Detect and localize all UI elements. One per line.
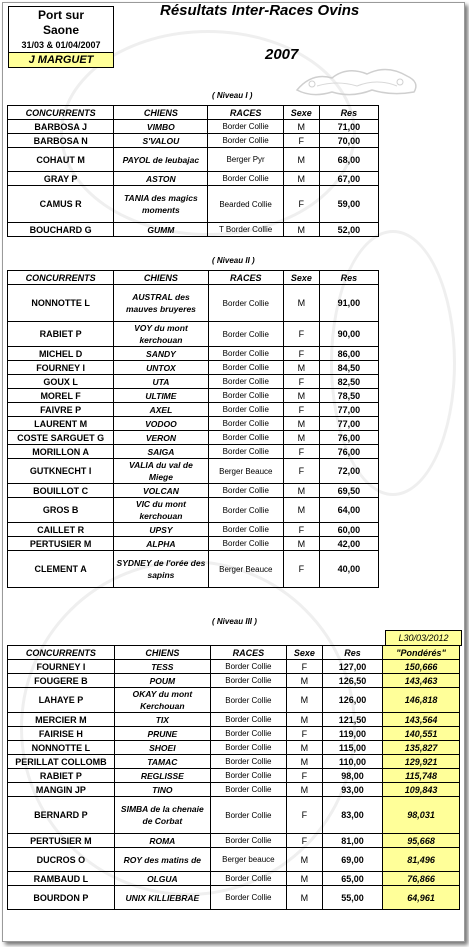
competitor-name: BARBOSA J (8, 120, 114, 134)
competitor-name: BOURDON P (8, 886, 115, 910)
table-row (8, 523, 379, 537)
header-row (8, 271, 379, 285)
score: 84,50 (319, 361, 378, 375)
dog-name: VERON (114, 431, 208, 445)
score: 119,00 (322, 727, 382, 741)
location-line1: Port sur (37, 8, 84, 22)
table-row (8, 713, 460, 727)
table-row (8, 459, 379, 484)
competitor-name: LAURENT M (8, 417, 114, 431)
column-header-concurrents: CONCURRENTS (8, 271, 114, 285)
dog-name: TINO (114, 783, 210, 797)
dog-name: POUM (114, 674, 210, 688)
weighted-score: 81,496 (383, 848, 460, 872)
competitor-name: COHAUT M (8, 148, 114, 172)
dog-name: TAMAC (114, 755, 210, 769)
weighted-score: 76,866 (383, 872, 460, 886)
table-row (8, 537, 379, 551)
dog-name: VALIA du val de Miege (114, 459, 208, 484)
table-row (8, 848, 460, 872)
table-row (8, 783, 460, 797)
dog-name: SHOEI (114, 741, 210, 755)
dog-name: OLGUA (114, 872, 210, 886)
competitor-name: MERCIER M (8, 713, 115, 727)
table-row (8, 148, 379, 172)
dog-breed: Berger Beauce (208, 459, 283, 484)
judge-name: J MARGUET (9, 52, 113, 67)
competitor-name: RABIET P (8, 322, 114, 347)
dog-sex: M (286, 848, 322, 872)
score: 68,00 (319, 148, 378, 172)
score: 127,00 (322, 660, 382, 674)
table-row (8, 403, 379, 417)
dog-sex: F (283, 445, 319, 459)
dog-name: ROMA (114, 834, 210, 848)
dog-name: ROY des matins de (114, 848, 210, 872)
competitor-name: GUTKNECHT I (8, 459, 114, 484)
dog-breed: T Border Collie (208, 223, 283, 237)
dog-sex: M (283, 361, 319, 375)
score: 42,00 (319, 537, 378, 551)
competitor-name: PERTUSIER M (8, 537, 114, 551)
table-row (8, 389, 379, 403)
table-row (8, 223, 379, 237)
score: 76,00 (319, 445, 378, 459)
dog-name: TIX (114, 713, 210, 727)
dog-breed: Border Collie (208, 417, 283, 431)
dog-sex: M (283, 431, 319, 445)
dog-breed: Border Collie (208, 375, 283, 389)
table-row (8, 134, 379, 148)
competitor-name: CAILLET R (8, 523, 114, 537)
dog-sex: M (283, 223, 319, 237)
competitor-name: DUCROS O (8, 848, 115, 872)
dog-sex: F (283, 322, 319, 347)
score: 82,50 (319, 375, 378, 389)
dog-name: UNTOX (114, 361, 208, 375)
dog-sex: F (283, 523, 319, 537)
column-header-concurrents: CONCURRENTS (8, 646, 115, 660)
column-header-chiens: CHIENS (114, 646, 210, 660)
column-header-races: RACES (208, 106, 283, 120)
score: 69,00 (322, 848, 382, 872)
competitor-name: BERNARD P (8, 797, 115, 834)
column-header-concurrents: CONCURRENTS (8, 106, 114, 120)
dog-sex: M (283, 417, 319, 431)
score: 72,00 (319, 459, 378, 484)
dog-breed: Border Collie (210, 727, 286, 741)
dog-sex: F (283, 551, 319, 588)
score: 52,00 (319, 223, 378, 237)
dog-name: SYDNEY de l'orée des sapins (114, 551, 208, 588)
dog-name: AUSTRAL des mauves bruyeres (114, 285, 208, 322)
dog-breed: Border Collie (210, 797, 286, 834)
dog-sex: F (283, 134, 319, 148)
score: 70,00 (319, 134, 378, 148)
table-row (8, 445, 379, 459)
dog-sex: F (283, 403, 319, 417)
niveau1-table (7, 105, 379, 237)
score: 121,50 (322, 713, 382, 727)
dog-breed: Border Collie (210, 741, 286, 755)
score: 126,50 (322, 674, 382, 688)
dog-sex: F (286, 797, 322, 834)
dog-sex: F (283, 459, 319, 484)
dog-sex: F (286, 660, 322, 674)
dog-sex: M (283, 148, 319, 172)
score: 91,00 (319, 285, 378, 322)
dog-sex: M (283, 498, 319, 523)
table-row (8, 285, 379, 322)
dog-breed: Berger beauce (210, 848, 286, 872)
table-row (8, 834, 460, 848)
table-row (8, 322, 379, 347)
dog-sex: F (283, 347, 319, 361)
weighted-score: 143,463 (383, 674, 460, 688)
score: 76,00 (319, 431, 378, 445)
dog-breed: Border Collie (210, 660, 286, 674)
dog-sex: M (283, 120, 319, 134)
niveau2-table (7, 270, 379, 588)
table-row (8, 660, 460, 674)
dog-sex: M (286, 674, 322, 688)
competitor-name: PERILLAT COLLOMB (8, 755, 115, 769)
table-row (8, 769, 460, 783)
competitor-name: MORILLON A (8, 445, 114, 459)
dog-sex: M (283, 285, 319, 322)
weighted-score: 98,031 (383, 797, 460, 834)
page-year: 2007 (265, 46, 299, 63)
table-row (8, 551, 379, 588)
score: 81,00 (322, 834, 382, 848)
score: 83,00 (322, 797, 382, 834)
location-line2: Saone (42, 23, 79, 37)
weighted-score: 115,748 (383, 769, 460, 783)
competitor-name: GOUX L (8, 375, 114, 389)
dog-breed: Border Collie (208, 537, 283, 551)
score: 77,00 (319, 417, 378, 431)
dog-sex: M (286, 755, 322, 769)
dog-breed: Border Collie (208, 361, 283, 375)
dog-sex: M (286, 872, 322, 886)
competitor-name: MOREL F (8, 389, 114, 403)
table-row (8, 484, 379, 498)
dog-sex: M (286, 783, 322, 797)
niveau3-table (7, 645, 460, 910)
table-row (8, 755, 460, 769)
dog-sex: F (286, 834, 322, 848)
table-row (8, 347, 379, 361)
dog-sex: M (286, 741, 322, 755)
competitor-name: FAIVRE P (8, 403, 114, 417)
score: 71,00 (319, 120, 378, 134)
score: 86,00 (319, 347, 378, 361)
weighted-score: 109,843 (383, 783, 460, 797)
column-header-res: Res (319, 106, 378, 120)
score: 67,00 (319, 172, 378, 186)
weighted-score: 129,921 (383, 755, 460, 769)
dog-name: VODOO (114, 417, 208, 431)
dog-breed: Border Collie (208, 322, 283, 347)
dog-sex: M (286, 886, 322, 910)
page-title: Résultats Inter-Races Ovins (160, 2, 360, 19)
dog-name: ASTON (114, 172, 208, 186)
table-row (8, 375, 379, 389)
dog-breed: Border Collie (208, 498, 283, 523)
dog-breed: Border Collie (210, 886, 286, 910)
score: 90,00 (319, 322, 378, 347)
dog-breed: Border Collie (208, 445, 283, 459)
column-header-ponderes: "Pondérés" (383, 646, 460, 660)
column-header-chiens: CHIENS (114, 106, 208, 120)
score: 40,00 (319, 551, 378, 588)
dog-breed: Border Collie (210, 688, 286, 713)
dog-breed: Border Collie (208, 431, 283, 445)
competitor-name: GRAY P (8, 172, 114, 186)
dog-breed: Border Collie (210, 783, 286, 797)
sheep-logo (292, 60, 422, 100)
table-row (8, 727, 460, 741)
competitor-name: MICHEL D (8, 347, 114, 361)
dog-sex: F (286, 727, 322, 741)
niveau1-label: ( Niveau I ) (212, 91, 253, 100)
event-info-box (8, 6, 114, 68)
competitor-name: RABIET P (8, 769, 115, 783)
weighted-score: 150,666 (383, 660, 460, 674)
dog-breed: Berger Beauce (208, 551, 283, 588)
score: 93,00 (322, 783, 382, 797)
competitor-name: MANGIN JP (8, 783, 115, 797)
dog-name: VOY du mont kerchouan (114, 322, 208, 347)
dog-sex: M (286, 688, 322, 713)
dog-name: S'VALOU (114, 134, 208, 148)
table-row (8, 431, 379, 445)
niveau3-label: ( Niveau III ) (212, 617, 257, 626)
column-header-res: Res (322, 646, 382, 660)
dog-sex: F (286, 769, 322, 783)
dog-sex: M (283, 484, 319, 498)
competitor-name: RAMBAUD L (8, 872, 115, 886)
dog-name: ULTIME (114, 389, 208, 403)
score: 65,00 (322, 872, 382, 886)
dog-breed: Border Collie (208, 389, 283, 403)
competitor-name: CAMUS R (8, 186, 114, 223)
score: 77,00 (319, 403, 378, 417)
table-row (8, 688, 460, 713)
column-header-sexe: Sexe (283, 271, 319, 285)
dog-name: OKAY du mont Kerchouan (114, 688, 210, 713)
dog-sex: M (283, 537, 319, 551)
dog-name: SANDY (114, 347, 208, 361)
dog-breed: Border Collie (210, 872, 286, 886)
competitor-name: FOURNEY I (8, 361, 114, 375)
competitor-name: BARBOSA N (8, 134, 114, 148)
dog-name: UPSY (114, 523, 208, 537)
weighted-score: 64,961 (383, 886, 460, 910)
dog-breed: Border Collie (208, 523, 283, 537)
dog-breed: Border Collie (210, 713, 286, 727)
table-row (8, 886, 460, 910)
column-header-res: Res (319, 271, 378, 285)
table-row (8, 120, 379, 134)
competitor-name: FOUGERE B (8, 674, 115, 688)
weighted-score: 135,827 (383, 741, 460, 755)
competitor-name: COSTE SARGUET G (8, 431, 114, 445)
column-header-chiens: CHIENS (114, 271, 208, 285)
dog-name: ALPHA (114, 537, 208, 551)
score: 115,00 (322, 741, 382, 755)
score: 60,00 (319, 523, 378, 537)
dog-name: TANIA des magics moments (114, 186, 208, 223)
dog-breed: Border Collie (210, 769, 286, 783)
competitor-name: NONNOTTE L (8, 741, 115, 755)
competitor-name: LAHAYE P (8, 688, 115, 713)
competitor-name: FAIRISE H (8, 727, 115, 741)
dog-name: VOLCAN (114, 484, 208, 498)
dog-breed: Border Collie (210, 834, 286, 848)
weighted-score: 146,818 (383, 688, 460, 713)
score: 110,00 (322, 755, 382, 769)
dog-name: GUMM (114, 223, 208, 237)
column-header-races: RACES (208, 271, 283, 285)
ponderes-date: L30/03/2012 (385, 630, 462, 646)
dog-sex: M (283, 172, 319, 186)
dog-sex: F (283, 186, 319, 223)
score: 98,00 (322, 769, 382, 783)
score: 55,00 (322, 886, 382, 910)
weighted-score: 140,551 (383, 727, 460, 741)
dog-breed: Border Collie (210, 755, 286, 769)
dog-breed: Border Collie (208, 120, 283, 134)
dog-breed: Berger Pyr (208, 148, 283, 172)
column-header-races: RACES (210, 646, 286, 660)
niveau2-label: ( Niveau II ) (212, 256, 255, 265)
dog-name: AXEL (114, 403, 208, 417)
dog-breed: Border Collie (208, 172, 283, 186)
table-row (8, 172, 379, 186)
table-row (8, 872, 460, 886)
weighted-score: 143,564 (383, 713, 460, 727)
table-row (8, 741, 460, 755)
event-dates: 31/03 & 01/04/2007 (21, 40, 101, 50)
dog-name: PRUNE (114, 727, 210, 741)
header-row (8, 646, 460, 660)
header-row (8, 106, 379, 120)
dog-breed: Border Collie (208, 134, 283, 148)
competitor-name: GROS B (8, 498, 114, 523)
column-header-sexe: Sexe (286, 646, 322, 660)
dog-name: SAIGA (114, 445, 208, 459)
column-header-sexe: Sexe (283, 106, 319, 120)
dog-sex: M (283, 389, 319, 403)
table-row (8, 797, 460, 834)
dog-name: REGLISSE (114, 769, 210, 783)
weighted-score: 95,668 (383, 834, 460, 848)
dog-breed: Border Collie (208, 403, 283, 417)
dog-breed: Border Collie (208, 347, 283, 361)
table-row (8, 361, 379, 375)
competitor-name: NONNOTTE L (8, 285, 114, 322)
dog-sex: M (286, 713, 322, 727)
competitor-name: CLEMENT A (8, 551, 114, 588)
dog-name: TESS (114, 660, 210, 674)
competitor-name: BOUILLOT C (8, 484, 114, 498)
dog-name: PAYOL de leubajac (114, 148, 208, 172)
dog-breed: Border Collie (208, 484, 283, 498)
score: 69,50 (319, 484, 378, 498)
dog-sex: F (283, 375, 319, 389)
competitor-name: FOURNEY I (8, 660, 115, 674)
dog-name: SIMBA de la chenaie de Corbat (114, 797, 210, 834)
dog-name: VIMBO (114, 120, 208, 134)
dog-breed: Border Collie (210, 674, 286, 688)
score: 78,50 (319, 389, 378, 403)
dog-name: VIC du mont kerchouan (114, 498, 208, 523)
table-row (8, 186, 379, 223)
table-row (8, 674, 460, 688)
score: 59,00 (319, 186, 378, 223)
table-row (8, 417, 379, 431)
table-row (8, 498, 379, 523)
dog-breed: Border Collie (208, 285, 283, 322)
score: 64,00 (319, 498, 378, 523)
dog-name: UNIX KILLIEBRAE (114, 886, 210, 910)
competitor-name: PERTUSIER M (8, 834, 115, 848)
competitor-name: BOUCHARD G (8, 223, 114, 237)
dog-breed: Bearded Collie (208, 186, 283, 223)
dog-name: UTA (114, 375, 208, 389)
score: 126,00 (322, 688, 382, 713)
